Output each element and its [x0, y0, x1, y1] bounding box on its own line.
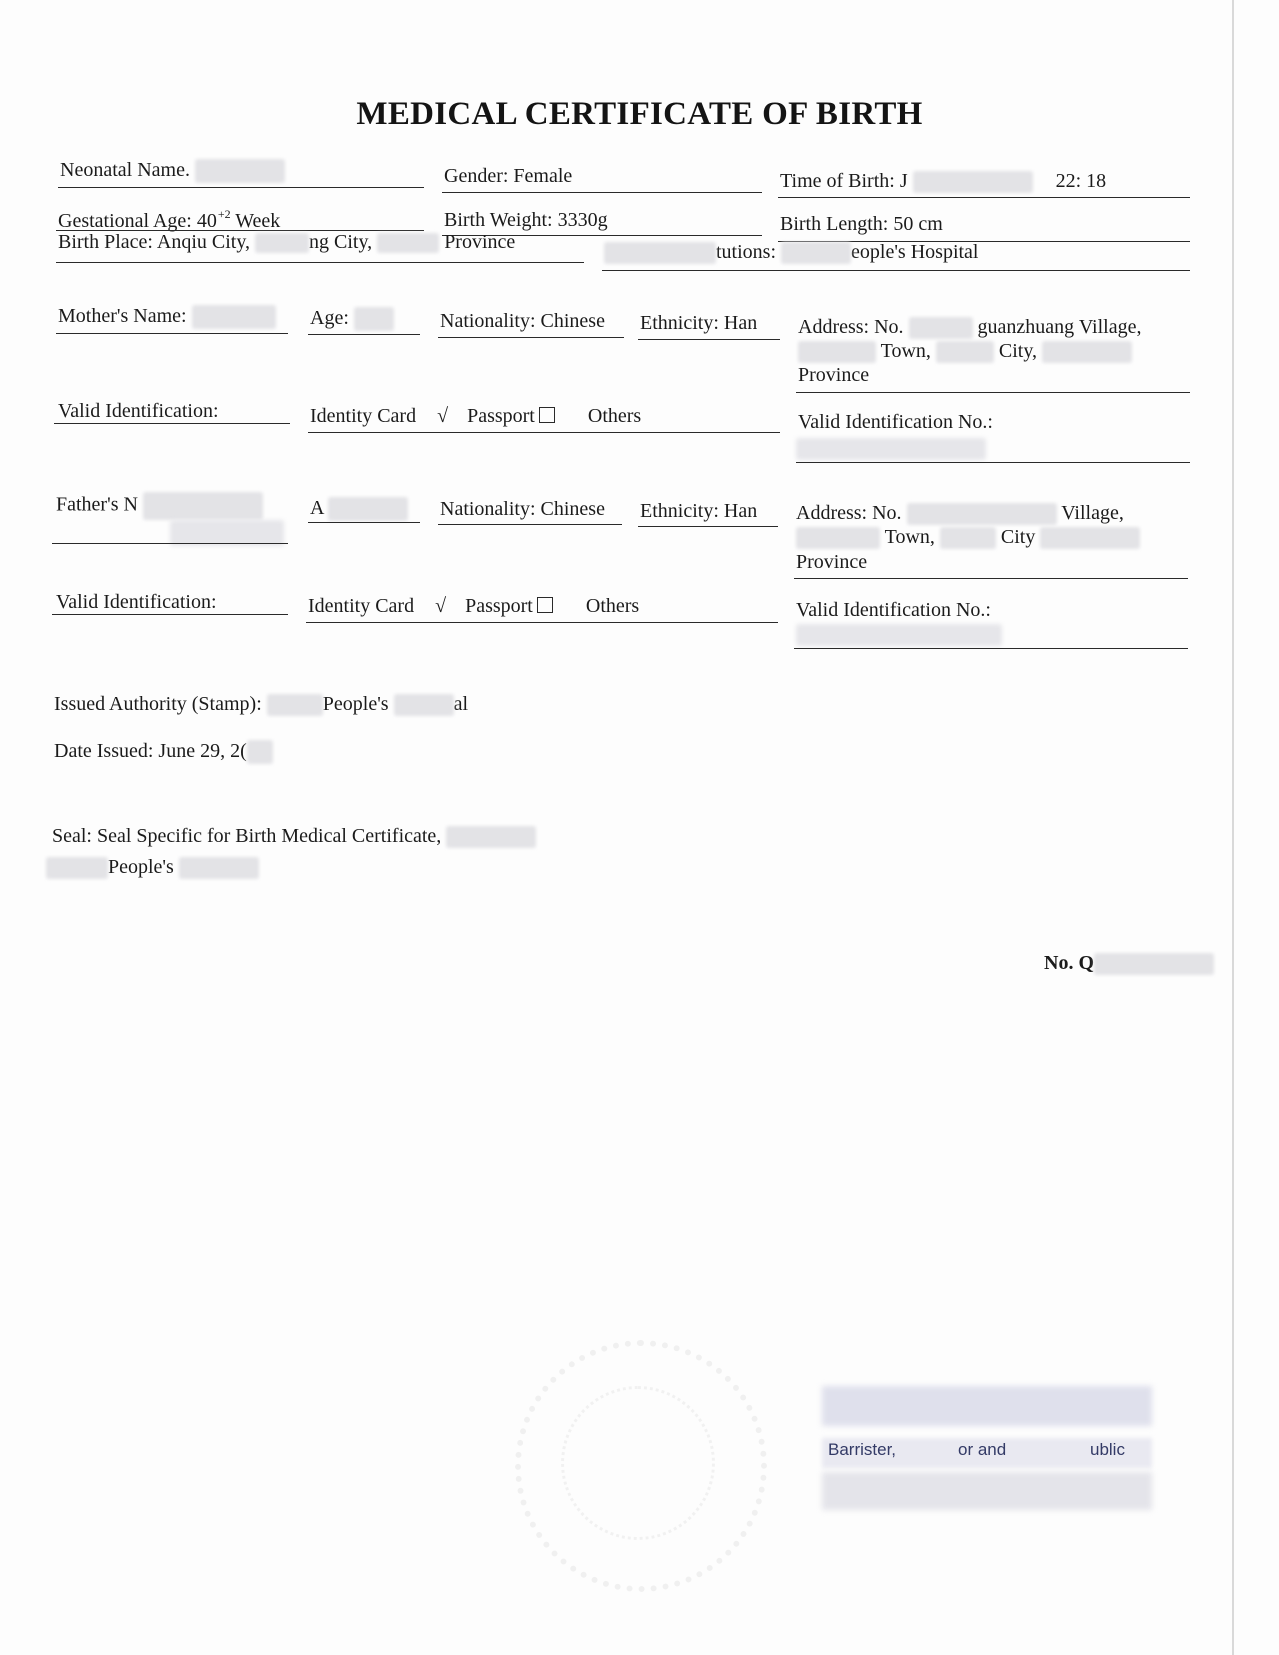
- checkbox-icon: [539, 407, 555, 423]
- underline: [308, 522, 420, 523]
- redacted-city: [255, 233, 309, 253]
- redacted-seal: [446, 826, 536, 848]
- father-ethnicity: Ethnicity: Han: [640, 500, 758, 522]
- father-address-line2: Town, City: [796, 525, 1140, 549]
- mother-id-label: Valid Identification:: [58, 400, 219, 422]
- father-address-line1: Address: No. Village,: [796, 502, 1124, 524]
- time-of-birth-value: 22: 18: [1055, 170, 1107, 192]
- father-id-label: Valid Identification:: [56, 591, 217, 613]
- redacted-province: [377, 233, 439, 253]
- father-name-label: Father's N: [56, 492, 263, 520]
- seal-line2: People's: [46, 855, 259, 879]
- notary-word: Barrister,: [828, 1440, 897, 1459]
- notary-word: or and: [958, 1440, 1007, 1459]
- mother-address-line2: Town, City,: [798, 339, 1132, 363]
- underline: [58, 187, 424, 188]
- underline: [438, 524, 622, 525]
- redacted-date: [913, 171, 1033, 193]
- underline: [52, 543, 288, 544]
- mother-address-line1: Address: No. guanzhuang Village,: [798, 316, 1142, 338]
- checkbox-icon: [537, 597, 553, 613]
- underline: [794, 578, 1188, 579]
- scan-edge: [1232, 0, 1234, 1655]
- underline: [796, 462, 1190, 463]
- underline: [778, 197, 1190, 198]
- identity-card-option: Identity Card: [310, 405, 417, 427]
- underline: [602, 270, 1190, 271]
- document-title: MEDICAL CERTIFICATE OF BIRTH: [356, 96, 923, 132]
- seal-line1: Seal: Seal Specific for Birth Medical Certificate,: [52, 824, 536, 848]
- birth-length-field: Birth Length: 50 cm: [780, 213, 943, 235]
- redacted-hospital-name: [781, 242, 851, 264]
- underline: [442, 192, 762, 193]
- redacted-id-number: [796, 438, 986, 460]
- underline: [56, 333, 288, 334]
- embossed-seal-inner-ring: [561, 1386, 715, 1540]
- redacted-seal: [179, 857, 259, 879]
- underline: [308, 432, 780, 433]
- underline: [56, 262, 584, 263]
- redacted-address: [940, 527, 996, 549]
- mother-id-type: [310, 404, 641, 428]
- mother-age-field: Age:: [310, 306, 394, 331]
- redacted-address: [936, 341, 994, 363]
- birth-place-field: Birth Place: Anqiu City, ng City, Province: [58, 231, 516, 253]
- redacted-mother-age: [354, 307, 394, 331]
- embossed-seal: [515, 1340, 767, 1592]
- underline: [52, 614, 288, 615]
- underline: [638, 339, 780, 340]
- others-option: Others: [587, 405, 642, 427]
- redacted-institution-label: [604, 242, 716, 264]
- redacted-year: [247, 740, 273, 764]
- underline: [308, 334, 420, 335]
- mother-name-label: Mother's Name:: [58, 304, 276, 329]
- gestational-age-superscript: +2: [217, 207, 231, 221]
- institution-field: tutions: eople's Hospital: [604, 240, 979, 264]
- redacted-authority: [267, 694, 323, 716]
- gestational-age-unit: Week: [235, 210, 281, 232]
- redacted-address: [1040, 527, 1140, 549]
- redacted-address: [907, 503, 1057, 525]
- redacted-serial: [1094, 953, 1214, 975]
- redacted-authority: [394, 694, 454, 716]
- issued-authority: Issued Authority (Stamp): People's al: [54, 693, 469, 715]
- passport-option: Passport: [467, 405, 535, 427]
- redacted-name: [195, 159, 285, 183]
- mother-id-no-label: Valid Identification No.:: [798, 411, 993, 433]
- passport-option: Passport: [465, 595, 533, 617]
- redacted-mother-name: [192, 305, 276, 329]
- redacted-id-number: [796, 624, 1002, 646]
- underline: [306, 622, 778, 623]
- birth-weight-field: Birth Weight: 3330g: [444, 209, 608, 231]
- underline: [638, 526, 778, 527]
- redacted-stamp: [822, 1386, 1152, 1426]
- redacted-address: [798, 341, 876, 363]
- gender-field: Gender: Female: [444, 165, 573, 187]
- redacted-address: [1042, 341, 1132, 363]
- checkmark-icon: √: [437, 405, 449, 427]
- neonatal-name-label: Neonatal Name.: [60, 158, 285, 183]
- serial-number: No. Q: [1044, 951, 1214, 975]
- date-issued: Date Issued: June 29, 2(: [54, 739, 273, 764]
- notary-word: ublic: [1090, 1440, 1125, 1459]
- redacted-father-age: [328, 497, 408, 521]
- redacted-address: [796, 527, 880, 549]
- time-of-birth-field: Time of Birth: J 22: 18: [780, 170, 1107, 192]
- redacted-stamp: [822, 1472, 1152, 1510]
- redacted-father-name: [143, 492, 263, 520]
- identity-card-option: Identity Card: [308, 595, 415, 617]
- mother-address-line3: Province: [798, 364, 870, 386]
- underline: [796, 392, 1190, 393]
- redacted-address: [909, 317, 973, 339]
- underline: [438, 337, 624, 338]
- mother-nationality: Nationality: Chinese: [440, 310, 605, 332]
- mother-ethnicity: Ethnicity: Han: [640, 312, 758, 334]
- others-option: Others: [585, 595, 640, 617]
- redacted-seal: [46, 857, 108, 879]
- underline: [794, 648, 1188, 649]
- underline: [54, 423, 290, 424]
- father-address-line3: Province: [796, 551, 868, 573]
- checkmark-icon: √: [435, 595, 447, 617]
- notary-stamp: [822, 1386, 1152, 1510]
- gestational-age-field: Gestational Age: $40^{+2}$ Week: [58, 207, 281, 232]
- father-nationality: Nationality: Chinese: [440, 498, 605, 520]
- father-age-field: A: [310, 496, 408, 521]
- father-id-no-label: Valid Identification No.:: [796, 599, 991, 621]
- father-id-type: [308, 594, 639, 618]
